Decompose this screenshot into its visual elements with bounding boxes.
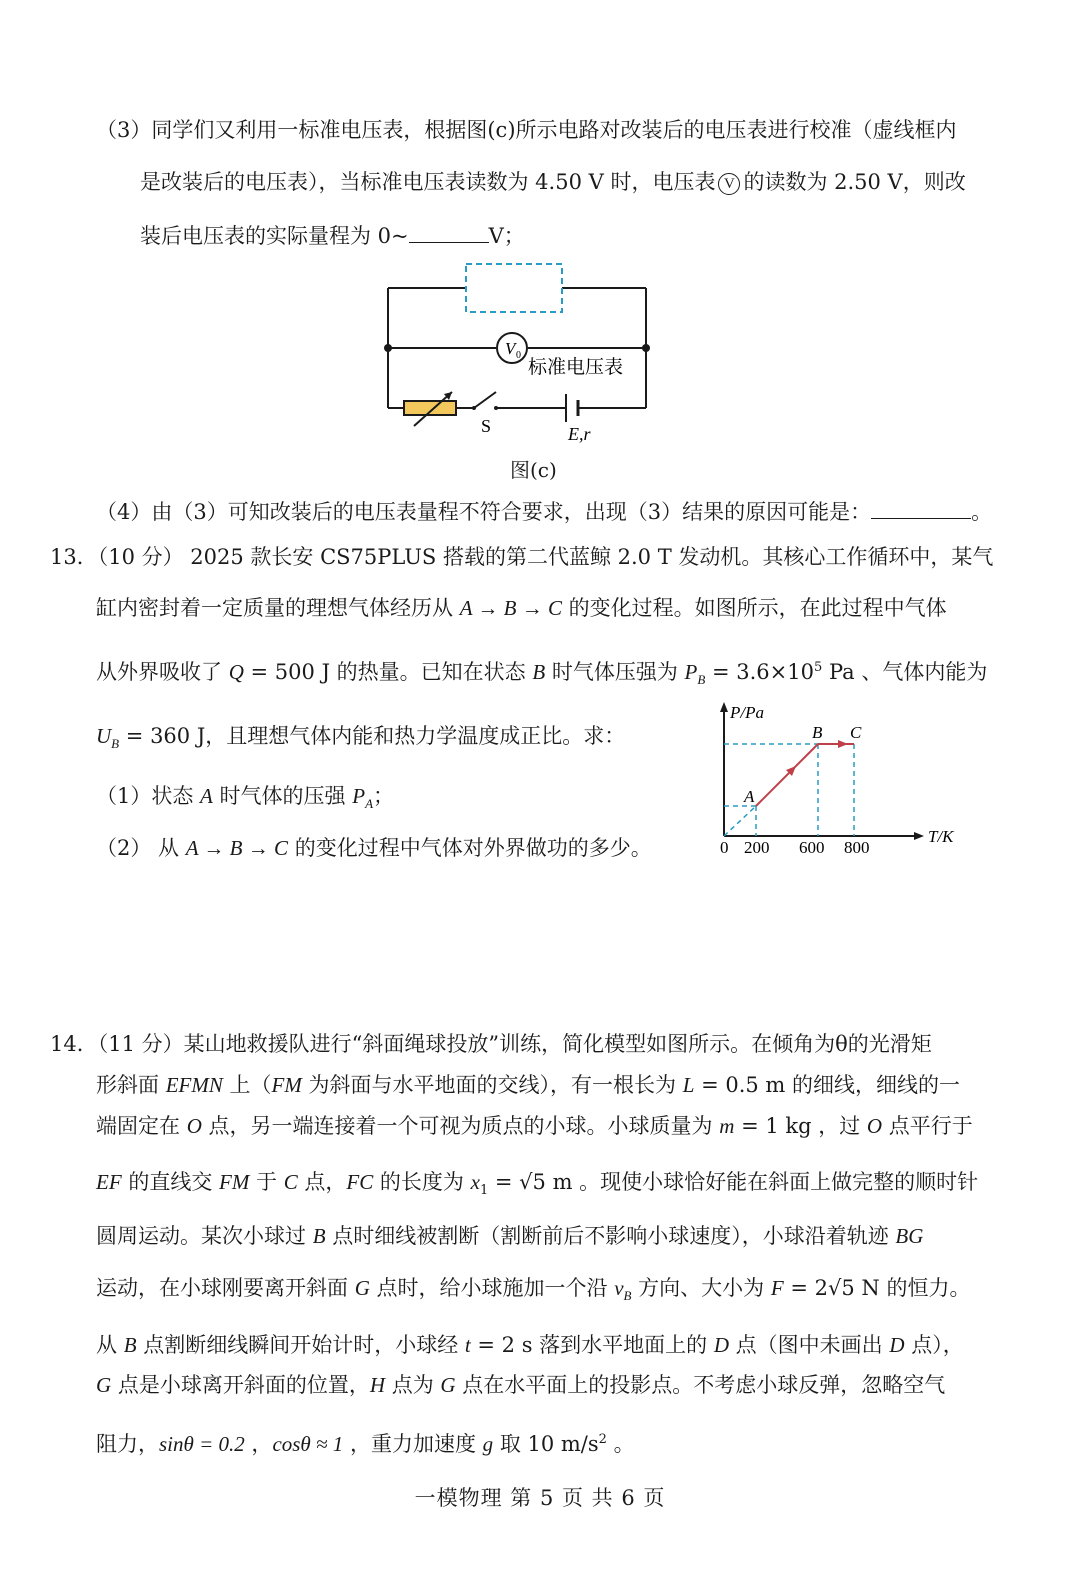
- q14-number: 14．: [50, 1032, 98, 1056]
- switch-label: S: [481, 416, 492, 436]
- junction-dot: [642, 344, 650, 352]
- pt-graph: [712, 698, 982, 868]
- q13-line4: $U_B = 360$ J，且理想气体内能和热力学温度成正比。求：: [96, 724, 626, 752]
- x-tick-label: 200: [744, 838, 770, 857]
- q12-4-line: （4）由（3）可知改装后的电压表量程不符合要求，出现（3）结果的原因可能是： 。: [96, 500, 993, 524]
- q14-line6: 运动，在小球刚要离开斜面 G 点时，给小球施加一个沿 $v_B$ 方向、大小为 F = 2√5 N 的恒力。: [96, 1276, 971, 1304]
- y-axis-label: P/Pa: [730, 703, 764, 722]
- q14-line7: 从 B 点割断细线瞬间开始计时，小球经 t = 2 s 落到水平地面上的 D 点（图中未画出 D 点），: [96, 1333, 964, 1357]
- q13-sub1: （1）状态 A 时气体的压强 $P_A$；: [96, 784, 395, 812]
- answer-blank: [871, 498, 971, 519]
- q12-3-line1: （3）同学们又利用一标准电压表，根据图(c)所示电路对改装后的电压表进行校准（虚线框内: [96, 118, 957, 142]
- switch-contact-icon: [472, 406, 476, 410]
- q14-line4: EF 的直线交 FM 于 C 点，FC 的长度为 $x_1 = √5$ m 。现使小球恰好能在斜面上做完整的顺时针: [96, 1170, 979, 1199]
- q13-sub2: （2） 从 A → B → C 的变化过程中气体对外界做功的多少。: [96, 836, 652, 860]
- x-axis-arrow-icon: [914, 832, 924, 840]
- guide-line: [724, 806, 756, 836]
- battery-label: E,r: [568, 424, 591, 444]
- process-arrow-bc-icon: [838, 740, 848, 748]
- v0-meter-label: V: [505, 339, 516, 358]
- point-label-b: B: [812, 723, 823, 742]
- q12-3-line3: 装后电压表的实际量程为 0~ V；: [140, 224, 525, 248]
- x-tick-label: 600: [799, 838, 825, 857]
- q14-line5: 圆周运动。某次小球过 B 点时细线被割断（割断前后不影响小球速度），小球沿着轨迹 BG: [96, 1224, 924, 1248]
- v0-meter-sub: 0: [516, 350, 521, 361]
- q13-line2: 缸内密封着一定质量的理想气体经历从 A → B → C 的变化过程。如图所示，在此过程中气体: [96, 596, 947, 620]
- standard-voltmeter-label: 标准电压表: [528, 357, 624, 378]
- q14-line3: 端固定在 O 点，另一端连接着一个可视为质点的小球。小球质量为 m = 1 kg ，过 O 点平行于: [96, 1114, 973, 1138]
- q13-line1: 13．（10 分） 2025 款长安 CS75PLUS 搭载的第二代蓝鲸 2.0 T 发动机。其核心工作循环中，某气: [50, 545, 994, 569]
- q12-3-line2: 是改装后的电压表），当标准电压表读数为 4.50 V 时，电压表 V 的读数为 2.50 V，则改: [140, 170, 966, 194]
- q14-line8: G 点是小球离开斜面的位置，H 点为 G 点在水平面上的投影点。不考虑小球反弹，忽略空气: [96, 1373, 946, 1397]
- q14-line2: 形斜面 EFMN 上（FM 为斜面与水平地面的交线），有一根长为 L = 0.5 m 的细线，细线的一: [96, 1073, 961, 1097]
- answer-blank: [409, 222, 489, 243]
- x-axis-label: T/K: [928, 827, 954, 846]
- switch-contact-icon: [494, 406, 498, 410]
- figure-c-caption: 图(c): [510, 458, 557, 482]
- y-axis-arrow-icon: [720, 702, 728, 712]
- q13-line3: 从外界吸收了 Q = 500 J 的热量。已知在状态 B 时气体压强为 $P_B = 3.6\times 10^5$ Pa 、气体内能为: [96, 660, 988, 688]
- process-line-ab: [756, 744, 818, 806]
- x-tick-label: 800: [844, 838, 870, 857]
- origin-label: 0: [720, 838, 729, 857]
- circuit-diagram-c: [378, 256, 678, 456]
- junction-dot: [384, 344, 392, 352]
- q14-line1: 14．（11 分）某山地救援队进行“斜面绳球投放”训练，简化模型如图所示。在倾角为θ的光滑矩: [50, 1032, 932, 1056]
- voltmeter-symbol: V: [718, 173, 740, 195]
- point-label-c: C: [850, 723, 862, 742]
- page-footer: 一模物理 第 5 页 共 6 页: [414, 1486, 666, 1510]
- modified-voltmeter-box: [466, 264, 562, 312]
- point-label-a: A: [744, 787, 755, 806]
- q14-line9: 阻力，sinθ = 0.2 ，cosθ ≈ 1 ，重力加速度 g 取 10 $m/s^2$ 。: [96, 1432, 635, 1456]
- q13-number: 13．: [50, 545, 98, 569]
